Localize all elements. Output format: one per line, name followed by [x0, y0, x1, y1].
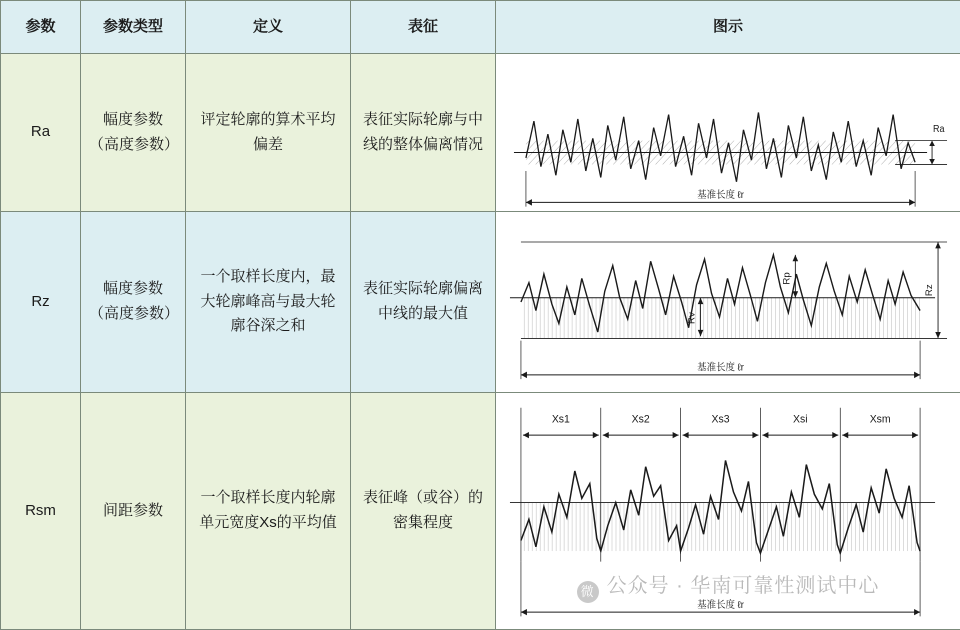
column-header-definition: 定义 — [186, 1, 351, 54]
ra-label: Ra — [933, 124, 945, 134]
parameter-name-rz: Rz — [1, 212, 81, 393]
wechat-icon: 微 — [577, 581, 599, 603]
xsm-label: Xsm — [870, 413, 891, 425]
type-line-1: 幅度参数 — [89, 108, 177, 133]
xs2-label: Xs2 — [632, 413, 650, 425]
parameter-characterization-rsm: 表征峰（或谷）的密集程度 — [351, 393, 496, 630]
table-row — [1, 54, 960, 212]
figure-rsm — [496, 393, 960, 629]
parameter-type-rz — [81, 212, 186, 393]
rz-profile-chart — [496, 212, 960, 392]
table-body — [1, 54, 960, 630]
table-header — [1, 1, 960, 54]
parameter-type-ra — [81, 54, 186, 212]
xsi-label: Xsi — [793, 413, 808, 425]
figure-rz — [496, 212, 960, 392]
parameter-name-ra: Ra — [1, 54, 81, 212]
parameter-definition-ra: 评定轮廓的算术平均偏差 — [186, 54, 351, 212]
rsm-profile-chart — [496, 393, 960, 629]
rv-label: Rv — [687, 312, 697, 324]
rz-label: Rz — [924, 284, 934, 296]
ra-profile-chart — [496, 54, 960, 211]
column-header-characterization: 表征 — [351, 1, 496, 54]
xs1-label: Xs1 — [552, 413, 570, 425]
xs3-label: Xs3 — [711, 413, 729, 425]
baseline-length-label-rsm: 基准长度 ℓr — [697, 598, 744, 611]
column-header-parameter: 参数 — [1, 1, 81, 54]
column-header-figure: 图示 — [496, 1, 960, 54]
rp-label: Rp — [782, 272, 792, 284]
baseline-length-label-rz: 基准长度 ℓr — [697, 360, 744, 373]
type-line-1: 间距参数 — [89, 499, 177, 524]
figure-cell-rsm — [496, 393, 960, 630]
figure-cell-rz — [496, 212, 960, 393]
parameter-characterization-ra: 表征实际轮廓与中线的整体偏离情况 — [351, 54, 496, 212]
parameter-characterization-rz: 表征实际轮廓偏离中线的最大值 — [351, 212, 496, 393]
table-header-row — [1, 1, 960, 54]
figure-cell-ra — [496, 54, 960, 212]
column-header-parameter-type: 参数类型 — [81, 1, 186, 54]
type-line-2: （高度参数） — [89, 302, 177, 327]
figure-ra — [496, 54, 960, 211]
table-row — [1, 393, 960, 630]
type-line-2: （高度参数） — [89, 133, 177, 158]
baseline-length-label-ra: 基准长度 ℓr — [697, 188, 744, 202]
parameter-type-rsm — [81, 393, 186, 630]
parameter-definition-rsm: 一个取样长度内轮廓单元宽度Xs的平均值 — [186, 393, 351, 630]
table-row — [1, 212, 960, 393]
type-line-1: 幅度参数 — [89, 277, 177, 302]
parameter-definition-rz: 一个取样长度内，最大轮廓峰高与最大轮廓谷深之和 — [186, 212, 351, 393]
watermark-text: 公众号 · 华南可靠性测试中心 — [607, 575, 880, 597]
parameter-name-rsm: Rsm — [1, 393, 81, 630]
